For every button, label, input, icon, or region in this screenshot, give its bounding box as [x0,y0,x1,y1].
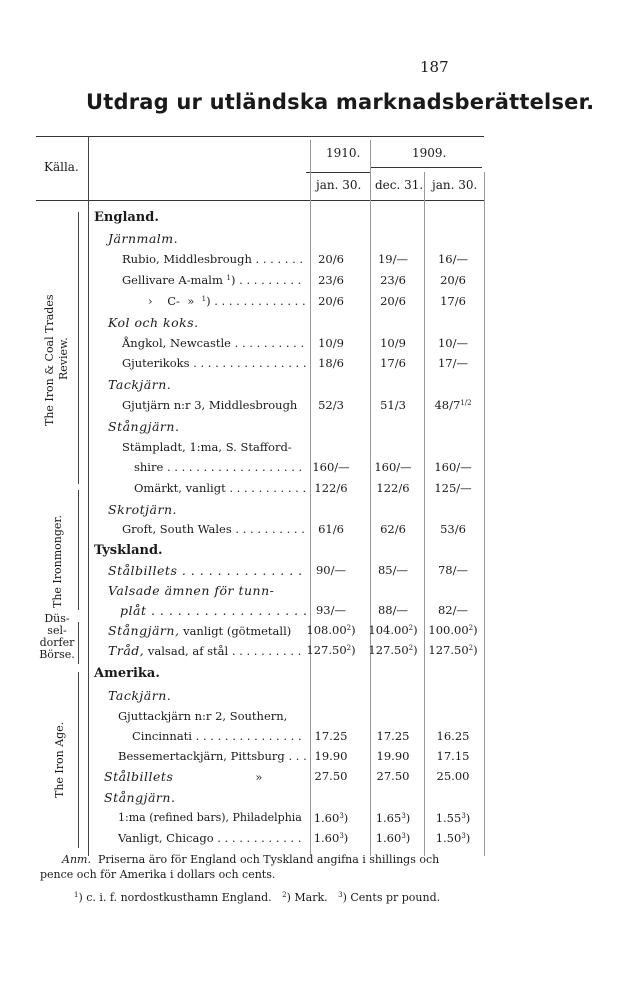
row-stalbillets-us-1909-jan: 25.00 [436,769,470,783]
source-bracket-dusseldorf [78,622,79,664]
row-valsade-text: plåt [120,603,147,618]
row-vanligt-chicago-1910-jan-value: 1.60 [313,831,340,845]
row-rubio-label [122,252,306,266]
row-omarkt-1909-jan: 125/— [434,481,472,495]
row-gjutjarn-label: Gjutjärn n:r 3, Middlesbrough [122,398,298,412]
row-gellivare-a-1909-dec: 23/6 [380,273,406,287]
row-stangjarn-de-1909-dec [368,623,418,637]
source-bracket-iron-age [78,672,79,848]
footnote-1-mark: 1 [74,891,79,899]
row-stangjarn-de-1909-jan-suffix: ) [473,623,478,637]
row-gjutjarn-1909-jan [424,398,482,412]
row-cincinnati-1909-jan: 16.25 [436,729,470,743]
row-refined-1909-jan [424,811,482,825]
row-bessemer-text: Bessemertackjärn, Pittsburg [118,749,285,763]
row-trad-1910-jan [306,643,356,657]
row-angkol-1909-jan: 10/— [437,336,468,350]
header-bottom-rule [36,200,484,201]
row-vanligt-chicago-1909-dec-fn: 3 [401,832,406,840]
row-stalbillets-us-label [104,769,262,784]
category-stangjarn-england: Stångjärn. [108,419,180,434]
row-gjuterikoks-label [122,356,306,370]
row-stampladt-1909-jan: 160/— [434,460,472,474]
source-dusseldorf [36,613,78,661]
row-stalbillets-de-1910-jan: 90/— [315,563,346,577]
note-line1-text: Priserna äro för England och Tyskland angifna i shillings och [97,853,440,866]
row-gellivare-c-footnote: 1 [201,295,207,303]
row-angkol-1909-dec: 10/9 [380,336,406,350]
row-groft-1910-jan: 61/6 [318,522,344,536]
row-gjuterikoks-1909-jan: 17/— [437,356,468,370]
row-valsade-label-line2 [120,603,306,618]
source-dusseldorf-line1: Düs- [44,612,70,625]
source-bracket-ironmonger [78,490,79,610]
row-stalbillets-de-1909-jan: 78/— [437,563,468,577]
row-stangjarn-de-1910-jan-suffix: ) [351,623,356,637]
row-gellivare-c-1910-jan: 20/6 [318,294,344,308]
row-stangjarn-de-1909-jan [424,623,482,637]
row-gjutjarn-1909-jan-fraction: 1/2 [460,399,472,407]
source-ironmonger: The Ironmonger. [51,515,64,608]
header-date-1909-jan: jan. 30. [432,178,478,192]
row-stampladt-label-line2 [134,460,306,474]
source-dusseldorf-line2: sel- [47,624,67,637]
row-stangjarn-de-1910-jan [306,623,356,637]
row-stampladt-1910-jan: 160/— [312,460,350,474]
row-stalbillets-de-text: Stålbillets [108,563,178,578]
footnote-1: ) c. i. f. nordostkusthamn England. [78,891,272,904]
row-valsade-1909-dec: 88/— [377,603,408,617]
category-tackjarn-england: Tackjärn. [108,377,172,392]
row-bessemer-label [118,749,306,763]
row-stangjarn-de-label [108,623,291,638]
page-number: 187 [420,58,449,76]
row-trad-1909-dec-fn: 2 [408,644,414,652]
row-refined-1909-dec-value: 1.65 [375,811,402,825]
source-dusseldorf-line4: Börse. [39,648,75,661]
row-stangjarn-de-1909-dec-value: 104.00 [368,623,409,637]
header-year-1909: 1909. [412,146,447,160]
row-gellivare-a-label [122,273,306,287]
row-refined-1909-jan-fn: 3 [461,812,466,820]
table-right-rule [484,172,485,856]
row-vanligt-chicago-1909-dec-value: 1.60 [375,831,402,845]
note-anm: Anm. [62,853,91,866]
footnote-3-mark: 3 [338,891,343,899]
row-trad-1909-jan-suffix: ) [473,643,478,657]
row-stangjarn-de-1910-jan-fn: 2 [346,624,352,632]
source-iron-coal-line2: Review. [57,337,70,380]
table-top-rule [36,136,484,137]
source-column-rule [88,136,89,856]
row-vanligt-chicago-1910-jan-fn: 3 [339,832,344,840]
row-vanligt-chicago-1909-jan-value: 1.50 [435,831,462,845]
row-stampladt-1909-dec: 160/— [374,460,412,474]
category-skrotjarn: Skrotjärn. [108,502,177,517]
row-bessemer-1909-jan: 17.15 [436,749,470,763]
row-vanligt-chicago-1910-jan [306,831,356,845]
source-dusseldorf-line3: dorfer [39,636,75,649]
row-rubio-1909-jan: 16/— [437,252,468,266]
row-gellivare-c-1909-jan: 17/6 [440,294,466,308]
row-stalbillets-us-1909-dec: 27.50 [376,769,410,783]
row-gellivare-c-text: C- [167,294,180,308]
row-omarkt-label [134,481,306,495]
row-groft-label [122,522,306,536]
row-refined-1909-dec [368,811,418,825]
row-vanligt-chicago-text: Vanligt, Chicago [118,831,214,845]
row-rubio-1909-dec: 19/— [377,252,408,266]
row-rubio-text: Rubio, Middlesbrough [122,252,252,266]
row-gellivare-a-1910-jan: 23/6 [318,273,344,287]
row-trad-1909-jan-fn: 2 [468,644,474,652]
header-year-1910: 1910. [326,146,361,160]
year-subheader-rule [370,167,482,168]
section-england: England. [94,210,159,225]
row-stampladt-text: shire [134,460,164,474]
section-tyskland: Tyskland. [94,543,163,558]
row-stangjarn-de-1909-jan-value: 100.00 [428,623,469,637]
row-cincinnati-1910-jan: 17.25 [314,729,348,743]
row-stalbillets-de-label [108,563,306,578]
section-amerika: Amerika. [94,666,160,681]
category-stangjarn-amerika: Stångjärn. [104,790,176,805]
row-trad-1910-jan-fn: 2 [346,644,352,652]
row-stalbillets-us-text: Stålbillets [104,769,174,784]
row-refined-1910-jan-value: 1.60 [313,811,340,825]
category-tackjarn-amerika: Tackjärn. [108,688,172,703]
row-trad-1909-dec-value: 127.50 [368,643,409,657]
row-vanligt-chicago-1909-jan-suffix: ) [465,831,471,845]
row-vanligt-chicago-1909-jan [424,831,482,845]
row-valsade-1909-jan: 82/— [437,603,468,617]
row-gellivare-c-suffix: ) [206,294,211,308]
row-gjuterikoks-1909-dec: 17/6 [380,356,406,370]
row-angkol-text: Ångkol, Newcastle [122,336,231,350]
row-trad-italic: Tråd, [108,643,145,658]
row-refined-1910-jan-fn: 3 [339,812,344,820]
row-cincinnati-text: Cincinnati [132,729,192,743]
row-trad-1910-jan-value: 127.50 [306,643,347,657]
row-vanligt-chicago-label [118,831,306,845]
row-stangjarn-de-italic: Stångjärn, [108,623,180,638]
source-iron-age: The Iron Age. [53,721,66,798]
row-angkol-1910-jan: 10/9 [318,336,344,350]
row-trad-1909-dec-suffix: ) [413,643,418,657]
category-kol-koks: Kol och koks. [108,315,199,330]
row-groft-1909-dec: 62/6 [380,522,406,536]
row-gellivare-a-suffix: ) [231,273,236,287]
row-gjutjarn-1909-dec: 51/3 [380,398,406,412]
row-gjutjarn-1909-jan-whole: 48/7 [434,398,461,412]
source-header: Källa. [44,160,79,174]
row-trad-text: valsad, af stål [144,644,229,658]
date-subheader-rule [306,172,370,173]
row-refined-1909-jan-suffix: ) [465,811,471,825]
row-trad-1910-jan-suffix: ) [351,643,356,657]
footnote-3: ) Cents pr pound. [342,891,441,904]
row-stalbillets-us-ditto: » [255,770,263,784]
row-stangjarn-de-1909-jan-fn: 2 [468,624,474,632]
note-line1 [62,853,439,866]
row-gellivare-a-text: Gellivare A-malm [122,273,223,287]
row-stangjarn-de-1909-dec-suffix: ) [413,623,418,637]
row-refined-1909-dec-fn: 3 [401,812,406,820]
row-trad-1909-jan [424,643,482,657]
category-jarnmalm: Järnmalm. [108,231,179,246]
row-bessemer-1909-dec: 19.90 [376,749,410,763]
source-bracket-iron-coal [78,212,79,484]
row-gjuttack-label-line1: Gjuttackjärn n:r 2, Southern, [118,709,288,723]
row-groft-1909-jan: 53/6 [440,522,466,536]
row-refined-1909-jan-value: 1.55 [435,811,462,825]
row-stampladt-label-line1: Stämpladt, 1:ma, S. Stafford- [122,440,292,454]
row-stalbillets-de-1909-dec: 85/— [377,563,408,577]
row-cincinnati-1909-dec: 17.25 [376,729,410,743]
row-vanligt-chicago-1909-dec-suffix: ) [405,831,411,845]
row-stangjarn-de-text: vanligt (götmetall) [179,624,292,638]
row-bessemer-1910-jan: 19.90 [314,749,348,763]
row-trad-1909-dec [368,643,418,657]
row-rubio-1910-jan: 20/6 [318,252,344,266]
row-gellivare-c-mark: › [148,294,153,308]
footnotes-line [74,891,440,904]
row-cincinnati-label [132,729,306,743]
footnote-2-mark: 2 [282,891,287,899]
row-gellivare-c-ditto: » [187,294,195,308]
row-gellivare-c-label [148,294,306,308]
row-vanligt-chicago-1909-jan-fn: 3 [461,832,466,840]
row-vanligt-chicago-1909-dec [368,831,418,845]
footnote-2: ) Mark. [286,891,328,904]
row-refined-1909-dec-suffix: ) [405,811,411,825]
row-omarkt-text: Omärkt, vanligt [134,481,226,495]
header-date-1910-jan: jan. 30. [316,178,362,192]
row-gellivare-c-1909-dec: 20/6 [380,294,406,308]
row-gellivare-a-1909-jan: 20/6 [440,273,466,287]
source-iron-coal-line1: The Iron & Coal Trades [43,294,56,426]
row-refined-1910-jan-suffix: ) [343,811,349,825]
row-stalbillets-us-1910-jan: 27.50 [314,769,348,783]
row-gjuterikoks-1910-jan: 18/6 [318,356,344,370]
row-valsade-1910-jan: 93/— [315,603,346,617]
row-vanligt-chicago-1910-jan-suffix: ) [343,831,349,845]
note-line2: pence och för Amerika i dollars och cents. [40,868,276,881]
row-gellivare-a-footnote: 1 [226,274,231,282]
row-refined-label: 1:ma (refined bars), Philadelphia [118,811,302,824]
row-trad-label [108,643,306,658]
row-trad-1909-jan-value: 127.50 [428,643,469,657]
header-date-1909-dec: dec. 31. [375,178,424,192]
row-stangjarn-de-1909-dec-fn: 2 [408,624,414,632]
row-omarkt-1910-jan: 122/6 [314,481,348,495]
row-stangjarn-de-1910-jan-value: 108.00 [306,623,347,637]
row-gjuterikoks-text: Gjuterikoks [122,356,190,370]
row-gjutjarn-1910-jan: 52/3 [318,398,344,412]
row-groft-text: Groft, South Wales [122,522,232,536]
row-angkol-label [122,336,306,350]
row-refined-1910-jan [306,811,356,825]
row-omarkt-1909-dec: 122/6 [376,481,410,495]
row-valsade-label-line1: Valsade ämnen för tunn- [108,583,275,598]
page-title: Utdrag ur utländska marknadsberättelser. [86,90,595,114]
